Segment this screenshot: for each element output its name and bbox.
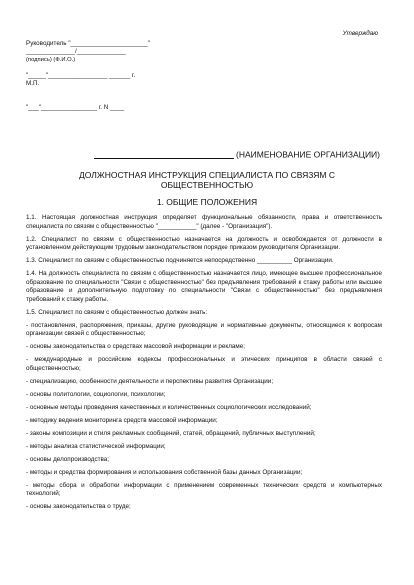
list-item: - методы и средства формирования и использования собственной базы данных Организации; [26,468,303,476]
number-line: "___"________________ г. N ____ [26,104,125,111]
approval-block [26,40,150,112]
paragraph: 1.5. Специалист по связям с общественностью должен знать: [26,308,208,316]
list-item: - основы законодательства о труде; [26,503,131,510]
list-item: - методы анализа статистической информации; [26,442,166,450]
date-line: "_____"_________________ ______ г. [26,72,136,79]
document-title: ДОЛЖНОСТНАЯ ИНСТРУКЦИЯ СПЕЦИАЛИСТА ПО СВЯЗЯМ С ОБЩЕСТВЕННОСТЬЮ [79,170,335,190]
list-item: - основы политологии, социологии, психологии; [26,390,166,398]
list-item: - постановления, распоряжения, приказы, другие руководящие и нормативные документы, относящиеся к вопросам организации связей с общественностью; [26,321,382,337]
list-item: - методику ведения мониторинга средств массовой информации; [26,416,218,424]
manager-line: Руководитель "______________________" [26,40,150,47]
signature-line: ______________/______________ [26,48,126,55]
stamp-label: М.П. [26,80,40,87]
list-item: - основы законодательства о средствах массовой информации и рекламе; [26,343,245,350]
signature-hint: (подпись) (Ф.И.О.) [26,57,76,63]
paragraph: 1.2. Специалист по связям с общественностью назначается на должность и освобождается от должности в установленном действующим трудовым законодательством порядке приказом руководителя Организации. [26,235,382,251]
list-item: - законы композиции и стиля рекламных сообщений, статей, обращений, публичных выступлений; [26,429,316,437]
approve-label: Утверждаю [342,30,378,37]
list-item: - специализацию, особенности деятельности и перспективы развития Организации; [26,377,274,385]
list-item: - методы сбора и обработки информации с применением современных технических средств и компьютерных технологий; [26,481,382,497]
organization-line [52,150,380,159]
organization-blank [94,150,234,159]
list-item: - международные и российские кодексы профессиональных и этических принципов в области связей с общественностью; [26,356,382,372]
document-body [26,214,382,516]
section-heading: 1. ОБЩИЕ ПОЛОЖЕНИЯ [156,197,258,207]
organization-placeholder: (НАИМЕНОВАНИЕ ОРГАНИЗАЦИИ) [236,149,380,160]
paragraph: 1.3. Специалист по связям с общественностью подчиняется непосредственно __________ Организации. [26,257,334,264]
list-item: - основные методы проведения качественных и количественных социологических исследований; [26,403,312,411]
list-item: - основы делопроизводства; [26,455,109,463]
paragraph: 1.4. На должность специалиста по связям с общественностью назначается лицо, имеющее высшее профессиональное образование по специальности "Связи с общественностью" без предъявления требований к стажу работы или высшее образование и дополнительную подготовку по специальности "Связи с общественностью" без предъявления требований к стажу работы. [26,270,382,303]
paragraph: 1.1. Настоящая должностная инструкция определяет функциональные обязанности, права и ответственность специалиста по связям с общественностью "___________" (далее - "Организация"). [26,214,382,230]
